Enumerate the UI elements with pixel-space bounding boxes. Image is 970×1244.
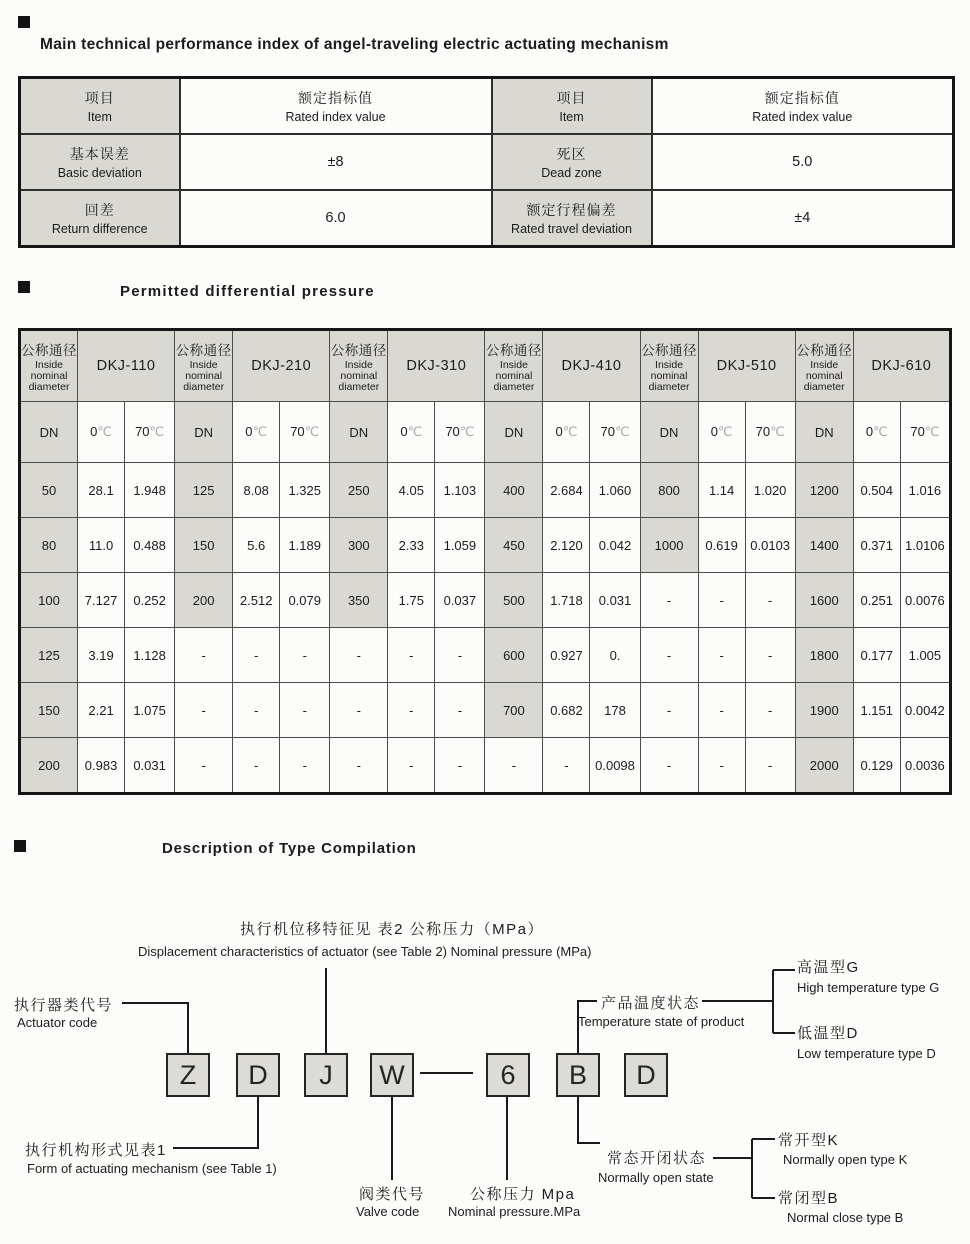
pressure-value-cell: 0.031 [590,573,640,628]
pressure-value-cell: - [388,738,435,794]
label-zh: 基本误差 [69,146,130,162]
pressure-value-cell: - [698,573,745,628]
pressure-value-cell: - [233,683,280,738]
pressure-value-cell: 1.14 [698,463,745,518]
celsius-symbol: ℃ [252,424,268,439]
type-code-box-2: D [236,1053,280,1097]
pressure-value-cell: 0.252 [125,573,175,628]
performance-table [18,76,955,248]
dn-value-cell: 1400 [795,518,853,573]
pressure-header-row-2 [20,402,951,463]
pressure-value-cell: 178 [590,683,640,738]
dn-value-cell: 1800 [795,628,853,683]
dn-value-cell: 600 [485,628,543,683]
label-zh: 额定指标值 [764,90,840,106]
temperature-value: 0 [865,424,874,439]
pressure-value-cell: 0.177 [853,628,900,683]
performance-value-cell: ±8 [180,134,492,190]
mechanism-form-label-zh: 执行机构形式见表1 [25,1142,167,1159]
actuator-code-label-zh: 执行器类代号 [14,997,114,1014]
pressure-value-cell: 0.927 [543,628,590,683]
pressure-value-cell: 1.075 [125,683,175,738]
type-code-box-5: 6 [486,1053,530,1097]
performance-value-cell: 6.0 [180,190,492,247]
pressure-value-cell: 0.0076 [900,573,950,628]
type-code-box-4: W [370,1053,414,1097]
temperature-subheader-cell [900,402,950,463]
pressure-value-cell: 11.0 [78,518,125,573]
pressure-value-cell: 0.488 [125,518,175,573]
label-zh: 回差 [84,202,115,218]
dn-value-cell: 700 [485,683,543,738]
pressure-value-cell: 0.037 [435,573,485,628]
dn-value-cell: - [640,573,698,628]
label-zh: 额定行程偏差 [526,202,617,218]
pressure-value-cell: 3.19 [78,628,125,683]
label-zh: 额定指标值 [298,90,373,106]
celsius-symbol: ℃ [149,424,165,439]
pressure-value-cell: - [745,683,795,738]
performance-item-cell [492,134,652,190]
inside-nominal-diameter-header-cell [20,330,78,402]
performance-header-cell [492,78,652,135]
pressure-value-cell: 0.504 [853,463,900,518]
label-en: Dead zone [541,166,602,180]
actuator-code-label-en: Actuator code [17,1015,98,1030]
open-close-state-label-zh: 常态开闭状态 [607,1150,707,1167]
temperature-subheader-cell [745,402,795,463]
type-code-box-1: Z [166,1053,210,1097]
pressure-value-cell: - [388,683,435,738]
label-en: Rated index value [285,110,386,124]
pressure-data-row [20,463,951,518]
performance-item-cell [20,190,180,247]
pressure-value-cell: 1.718 [543,573,590,628]
pressure-value-cell: 0.619 [698,518,745,573]
pressure-value-cell: - [435,683,485,738]
pressure-value-cell: - [745,738,795,794]
model-header-cell: DKJ-110 [78,330,175,402]
dn-value-cell: 200 [20,738,78,794]
pressure-value-cell: - [543,738,590,794]
normally-open-label-zh: 常开型K [778,1132,840,1149]
pressure-value-cell: 0.079 [280,573,330,628]
dn-value-cell: - [485,738,543,794]
dn-value-cell: - [175,738,233,794]
pressure-value-cell: 28.1 [78,463,125,518]
temperature-value: 0 [555,424,563,439]
model-header-cell: DKJ-210 [233,330,330,402]
pressure-value-cell: 1.948 [125,463,175,518]
displacement-label-zh: 执行机位移特征见 表2 公称压力（MPa） [240,921,545,938]
valve-code-label-zh: 阀类代号 [359,1186,426,1203]
label-zh: 公称通径 [485,342,542,358]
pressure-value-cell: 5.6 [233,518,280,573]
pressure-value-cell: - [435,738,485,794]
label-zh: 项目 [84,90,115,106]
dn-value-cell: 2000 [795,738,853,794]
performance-header-cell [20,78,180,135]
temperature-subheader-cell [280,402,330,463]
pressure-table [18,328,952,795]
dn-value-cell: 1600 [795,573,853,628]
pressure-value-cell: 1.005 [900,628,950,683]
dn-value-cell: 1900 [795,683,853,738]
low-temperature-label-zh: 低温型D [797,1025,859,1042]
label-en: Rated index value [752,110,853,124]
normally-close-label-en: Normal close type B [787,1210,904,1225]
temperature-value: 70 [290,424,305,439]
pressure-value-cell: 0.251 [853,573,900,628]
dn-value-cell: 1000 [640,518,698,573]
high-temperature-label-zh: 高温型G [797,959,860,976]
pressure-value-cell: 1.059 [435,518,485,573]
temperature-value: 0 [90,424,98,439]
dn-value-cell: - [330,683,388,738]
pressure-value-cell: 2.684 [543,463,590,518]
type-code-box-7: D [624,1053,668,1097]
temperature-value: 70 [910,424,925,439]
celsius-symbol: ℃ [924,424,940,439]
pressure-value-cell: 1.128 [125,628,175,683]
celsius-symbol: ℃ [407,424,423,439]
mechanism-form-label-en: Form of actuating mechanism (see Table 1) [27,1161,277,1176]
label-en: Inside nominal diameter [28,358,70,394]
pressure-value-cell: 4.05 [388,463,435,518]
temperature-value: 0 [710,424,718,439]
model-header-cell: DKJ-310 [388,330,485,402]
label-zh: 公称通径 [175,342,232,358]
section2-title: Permitted differential pressure [120,283,375,300]
performance-value-cell: 5.0 [652,134,954,190]
temperature-value: 0 [400,424,408,439]
label-en: Rated travel deviation [511,222,632,236]
label-en: Item [559,110,584,124]
label-en: Item [87,110,112,124]
dn-value-cell: 250 [330,463,388,518]
normally-close-label-zh: 常闭型B [778,1190,840,1207]
performance-header-cell [652,78,954,135]
dn-value-cell: 1200 [795,463,853,518]
pressure-value-cell: 1.103 [435,463,485,518]
performance-item-cell [20,134,180,190]
dn-value-cell: 80 [20,518,78,573]
pressure-value-cell: 8.08 [233,463,280,518]
pressure-value-cell: - [233,628,280,683]
dn-value-cell: - [640,738,698,794]
pressure-value-cell: 0.682 [543,683,590,738]
label-zh: 项目 [556,90,587,106]
celsius-symbol: ℃ [97,424,112,439]
dn-value-cell: - [330,628,388,683]
temperature-subheader-cell [435,402,485,463]
model-header-cell: DKJ-510 [698,330,795,402]
dn-value-cell: - [640,683,698,738]
pressure-data-row [20,683,951,738]
section3-title: Description of Type Compilation [162,840,417,857]
pressure-value-cell: 1.0106 [900,518,950,573]
label-zh: 死区 [556,146,587,162]
section2-bullet-icon [18,281,30,293]
section1-bullet-icon [18,16,30,28]
dn-value-cell: - [330,738,388,794]
pressure-value-cell: - [280,683,330,738]
label-en: Inside nominal diameter [183,358,225,394]
temperature-subheader-cell [125,402,175,463]
dn-value-cell: 300 [330,518,388,573]
dn-subheader-cell: DN [485,402,543,463]
pressure-value-cell: - [233,738,280,794]
label-en: Basic deviation [57,166,142,180]
pressure-value-cell: - [698,738,745,794]
dn-value-cell: 125 [175,463,233,518]
pressure-value-cell: 0.371 [853,518,900,573]
dn-value-cell: 150 [20,683,78,738]
pressure-value-cell: 1.325 [280,463,330,518]
dn-value-cell: 350 [330,573,388,628]
pressure-value-cell: - [388,628,435,683]
pressure-data-row [20,518,951,573]
pressure-value-cell: - [745,628,795,683]
pressure-value-cell: 0.0103 [745,518,795,573]
model-header-cell: DKJ-610 [853,330,950,402]
temperature-subheader-cell [698,402,745,463]
pressure-value-cell: - [280,628,330,683]
dn-value-cell: 400 [485,463,543,518]
performance-value-cell: ±4 [652,190,954,247]
temperature-subheader-cell [78,402,125,463]
celsius-symbol: ℃ [770,424,785,439]
temperature-subheader-cell [233,402,280,463]
pressure-value-cell: 1.060 [590,463,640,518]
pressure-value-cell: 0.0042 [900,683,950,738]
pressure-value-cell: 0.129 [853,738,900,794]
dn-value-cell: 50 [20,463,78,518]
inside-nominal-diameter-header-cell [175,330,233,402]
dn-value-cell: 450 [485,518,543,573]
pressure-header-row-1 [20,330,951,402]
label-zh: 公称通径 [330,342,387,358]
pressure-value-cell: - [698,628,745,683]
pressure-value-cell: 2.120 [543,518,590,573]
dn-value-cell: 100 [20,573,78,628]
celsius-symbol: ℃ [873,424,888,439]
temperature-state-label-zh: 产品温度状态 [601,995,701,1012]
dn-subheader-cell: DN [175,402,233,463]
dn-value-cell: 800 [640,463,698,518]
temperature-value: 70 [600,424,615,439]
temperature-subheader-cell [543,402,590,463]
celsius-symbol: ℃ [614,424,630,439]
dn-subheader-cell: DN [20,402,78,463]
label-zh: 公称通径 [641,342,698,358]
label-en: Inside nominal diameter [648,358,690,394]
temperature-value: 70 [755,424,771,439]
pressure-value-cell: - [435,628,485,683]
high-temperature-label-en: High temperature type G [797,980,940,995]
pressure-value-cell: 2.512 [233,573,280,628]
temperature-value: 70 [445,424,460,439]
celsius-symbol: ℃ [717,424,733,439]
pressure-data-row [20,628,951,683]
pressure-value-cell: 2.33 [388,518,435,573]
temperature-value: 0 [245,424,253,439]
pressure-value-cell: 1.020 [745,463,795,518]
type-code-box-3: J [304,1053,348,1097]
inside-nominal-diameter-header-cell [640,330,698,402]
celsius-symbol: ℃ [459,424,475,439]
label-en: Inside nominal diameter [338,358,380,394]
dn-subheader-cell: DN [640,402,698,463]
inside-nominal-diameter-header-cell [485,330,543,402]
dn-value-cell: - [640,628,698,683]
nominal-pressure-label-en: Nominal pressure.MPa [448,1204,581,1219]
normally-open-label-en: Normally open type K [783,1152,908,1167]
section3-bullet-icon [14,840,26,852]
temperature-subheader-cell [853,402,900,463]
pressure-data-row [20,573,951,628]
performance-row [20,190,954,247]
pressure-value-cell: 1.151 [853,683,900,738]
low-temperature-label-en: Low temperature type D [797,1046,936,1061]
performance-row [20,134,954,190]
dn-value-cell: 125 [20,628,78,683]
pressure-value-cell: 0.042 [590,518,640,573]
temperature-subheader-cell [388,402,435,463]
section1-title: Main technical performance index of angel-traveling electric actuating mechanism [40,36,669,53]
model-header-cell: DKJ-410 [543,330,640,402]
performance-item-cell [492,190,652,247]
pressure-value-cell: 0.031 [125,738,175,794]
pressure-data-row [20,738,951,794]
dn-subheader-cell: DN [795,402,853,463]
pressure-value-cell: 0.983 [78,738,125,794]
pressure-value-cell: 1.189 [280,518,330,573]
pressure-value-cell: - [745,573,795,628]
valve-code-label-en: Valve code [356,1204,420,1219]
type-code-box-6: B [556,1053,600,1097]
pressure-value-cell: - [698,683,745,738]
dn-value-cell: 500 [485,573,543,628]
dn-value-cell: - [175,628,233,683]
pressure-value-cell: 2.21 [78,683,125,738]
nominal-pressure-label-zh: 公称压力 Mpa [470,1186,576,1203]
label-zh: 公称通径 [796,342,853,358]
performance-header-row [20,78,954,135]
dn-value-cell: - [175,683,233,738]
celsius-symbol: ℃ [304,424,320,439]
dn-value-cell: 200 [175,573,233,628]
open-close-state-label-en: Normally open state [598,1170,714,1185]
label-en: Inside nominal diameter [803,358,845,394]
pressure-value-cell: 1.75 [388,573,435,628]
dn-value-cell: 150 [175,518,233,573]
pressure-value-cell: 0.0098 [590,738,640,794]
pressure-value-cell: 1.016 [900,463,950,518]
temperature-subheader-cell [590,402,640,463]
temperature-state-label-en: Temperature state of product [578,1014,745,1029]
celsius-symbol: ℃ [562,424,578,439]
pressure-value-cell: 7.127 [78,573,125,628]
label-en: Inside nominal diameter [493,358,535,394]
dn-subheader-cell: DN [330,402,388,463]
label-zh: 公称通径 [21,342,78,358]
label-en: Return difference [51,222,148,236]
pressure-value-cell: 0. [590,628,640,683]
pressure-value-cell: - [280,738,330,794]
inside-nominal-diameter-header-cell [795,330,853,402]
pressure-value-cell: 0.0036 [900,738,950,794]
displacement-label-en: Displacement characteristics of actuator (see Table 2) Nominal pressure (MPa) [138,944,592,959]
temperature-value: 70 [135,424,150,439]
performance-header-cell [180,78,492,135]
inside-nominal-diameter-header-cell [330,330,388,402]
